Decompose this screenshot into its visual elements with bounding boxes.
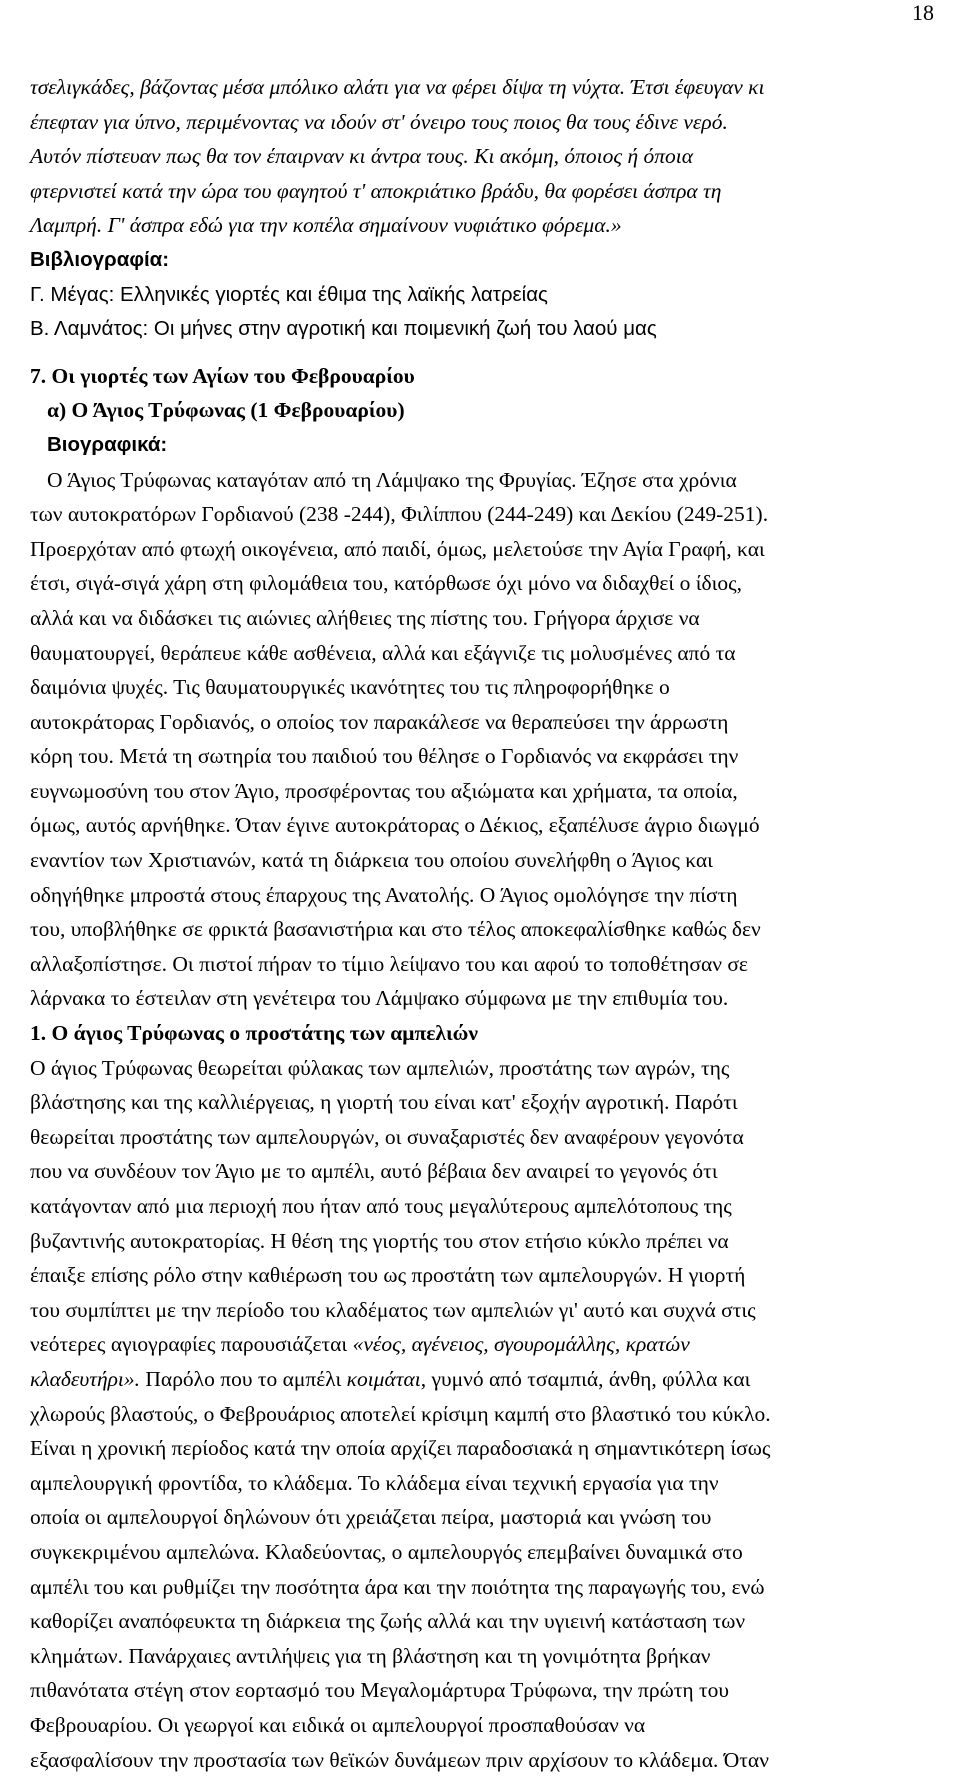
text-line: έπαιξε επίσης ρόλο στην καθιέρωση του ως προστάτη των αμπελουργών. Η γιορτή	[30, 1258, 928, 1293]
text-line: θαυματουργεί, θεράπευε κάθε ασθένεια, αλλά και εξάγνιζε τις μολυσμένες από τα	[30, 636, 928, 671]
text-line: Ο άγιος Τρύφωνας θεωρείται φύλακας των αμπελιών, προστάτης των αγρών, της	[30, 1051, 928, 1086]
text-line: κατάγονταν από μια περιοχή που ήταν από τους μεγαλύτερους αμπελότοπους της	[30, 1189, 928, 1224]
text-line: φτερνιστεί κατά την ώρα του φαγητού τ' αποκριάτικο βράδυ, θα φορέσει άσπρα τη	[30, 174, 928, 209]
text-line: του συμπίπτει με την περίοδο του κλαδέματος των αμπελιών γι' αυτό και συχνά στις	[30, 1293, 928, 1328]
intro-paragraph	[30, 70, 928, 243]
subsection-vineyards	[30, 1016, 928, 1777]
text-line: έτσι, σιγά-σιγά χάρη στη φιλομάθεια του, κατόρθωσε όχι μόνο να διδαχθεί ο ίδιος,	[30, 566, 928, 601]
text-line: οποία οι αμπελουργοί δηλώνουν ότι χρειάζεται πείρα, μαστοριά και γνώση του	[30, 1500, 928, 1535]
text-line: βλάστησης και της καλλιέργειας, η γιορτή του είναι κατ' εξοχήν αγροτική. Παρότι	[30, 1085, 928, 1120]
bibliography-item: Γ. Μέγας: Ελληνικές γιορτές και έθιμα της λαϊκής λατρείας	[30, 278, 928, 313]
text-line: αμπελουργική φροντίδα, το κλάδεμα. Το κλάδεμα είναι τεχνική εργασία για την	[30, 1466, 928, 1501]
text-line: Είναι η χρονική περίοδος κατά την οποία αρχίζει παραδοσιακά η σημαντικότερη ίσως	[30, 1431, 928, 1466]
text-line: βυζαντινής αυτοκρατορίας. Η θέση της γιορτής του στον ετήσιο κύκλο πρέπει να	[30, 1224, 928, 1259]
text-run: , γυμνό από τσαμπιά, άνθη, φύλλα και	[421, 1367, 751, 1391]
quote-italic: κλαδευτήρι».	[30, 1367, 140, 1391]
bibliography-heading: Βιβλιογραφία:	[30, 243, 928, 278]
text-line: έπεφταν για ύπνο, περιμένοντας να ιδούν στ' όνειρο τους ποιος θα τους έδινε νερό.	[30, 105, 928, 140]
text-line: αλλαξοπίστησε. Οι πιστοί πήραν το τίμιο λείψανο του και αφού το τοποθέτησαν σε	[30, 947, 928, 982]
text-line: χλωρούς βλαστούς, ο Φεβρουάριος αποτελεί κρίσιμη καμπή στο βλαστικό του κύκλο.	[30, 1397, 928, 1432]
text-line: Φεβρουαρίου. Οι γεωργοί και ειδικά οι αμπελουργοί προσπαθούσαν να	[30, 1708, 928, 1743]
section-subtitle: α) Ο Άγιος Τρύφωνας (1 Φεβρουαρίου)	[30, 393, 928, 428]
text-line: συγκεκριμένου αμπελώνα. Κλαδεύοντας, ο αμπελουργός επεμβαίνει δυναμικά στο	[30, 1535, 928, 1570]
page-number: 18	[912, 0, 934, 26]
vineyard-paragraph	[30, 1051, 928, 1777]
text-line: πιθανότατα στέγη στον εορτασμό του Μεγαλομάρτυρα Τρύφωνα, την πρώτη του	[30, 1673, 928, 1708]
text-line: εξασφαλίσουν την προστασία των θεϊκών δυνάμεων πριν αρχίσουν το κλάδεμα. Όταν	[30, 1743, 928, 1777]
text-line: Αυτόν πίστευαν πως θα τον έπαιρναν κι άντρα τους. Κι ακόμη, όποιος ή όποια	[30, 139, 928, 174]
spacer	[30, 347, 928, 359]
text-run: Παρόλο που το αμπέλι	[140, 1367, 347, 1391]
text-line: αλλά και να διδάσκει τις αιώνιες αλήθειες της πίστης του. Γρήγορα άρχισε να	[30, 601, 928, 636]
text-line-mixed	[30, 1362, 928, 1397]
document-body	[30, 70, 928, 1777]
bibliography-item: Β. Λαμνάτος: Οι μήνες στην αγροτική και ποιμενική ζωή του λαού μας	[30, 312, 928, 347]
quote-italic: «νέος, αγένειος, σγουρομάλλης, κρατών	[353, 1332, 690, 1356]
text-line: όμως, αυτός αρνήθηκε. Όταν έγινε αυτοκράτορας ο Δέκιος, εξαπέλυσε άγριο διωγμό	[30, 808, 928, 843]
emphasis-italic: κοιμάται	[347, 1367, 421, 1391]
bio-paragraph	[30, 463, 928, 1017]
text-line: που να συνδέουν τον Άγιο με το αμπέλι, αυτό βέβαια δεν αναιρεί το γεγονός ότι	[30, 1154, 928, 1189]
text-line: ευγνωμοσύνη του στον Άγιο, προσφέροντας του αξιώματα και χρήματα, τα οποία,	[30, 774, 928, 809]
text-line: Ο Άγιος Τρύφωνας καταγόταν από τη Λάμψακο της Φρυγίας. Έζησε στα χρόνια	[30, 463, 928, 498]
text-line: καθορίζει αναπόφευκτα τη διάρκεια της ζωής αλλά και την υγιεινή κατάσταση των	[30, 1604, 928, 1639]
text-line-mixed	[30, 1327, 928, 1362]
text-line: των αυτοκρατόρων Γορδιανού (238 -244), Φιλίππου (244-249) και Δεκίου (249-251).	[30, 497, 928, 532]
text-line: οδηγήθηκε μπροστά στους έπαρχους της Ανατολής. Ο Άγιος ομολόγησε την πίστη	[30, 878, 928, 913]
text-line: τσελιγκάδες, βάζοντας μέσα μπόλικο αλάτι για να φέρει δίψα τη νύχτα. Έτσι έφευγαν κι	[30, 70, 928, 105]
text-line: δαιμόνια ψυχές. Τις θαυματουργικές ικανότητες του τις πληροφορήθηκε ο	[30, 670, 928, 705]
text-line: λάρνακα το έστειλαν στη γενέτειρα του Λάμψακο σύμφωνα με την επιθυμία του.	[30, 981, 928, 1016]
section-saints	[30, 359, 928, 1016]
text-line: του, υποβλήθηκε σε φρικτά βασανιστήρια και στο τέλος αποκεφαλίσθηκε καθώς δεν	[30, 912, 928, 947]
text-line: εναντίον των Χριστιανών, κατά τη διάρκεια του οποίου συνελήφθη ο Άγιος και	[30, 843, 928, 878]
text-line: Λαμπρή. Γ' άσπρα εδώ για την κοπέλα σημαίνουν νυφιάτικο φόρεμα.»	[30, 208, 928, 243]
text-line: αυτοκράτορας Γορδιανός, ο οποίος τον παρακάλεσε να θεραπεύσει την άρρωστη	[30, 705, 928, 740]
text-line: Προερχόταν από φτωχή οικογένεια, από παιδί, όμως, μελετούσε την Αγία Γραφή, και	[30, 532, 928, 567]
section-title: 7. Οι γιορτές των Αγίων του Φεβρουαρίου	[30, 359, 928, 394]
text-line: κλημάτων. Πανάρχαιες αντιλήψεις για τη βλάστηση και τη γονιμότητα βρήκαν	[30, 1639, 928, 1674]
bio-heading: Βιογραφικά:	[30, 428, 928, 463]
text-line: θεωρείται προστάτης των αμπελουργών, οι συναξαριστές δεν αναφέρουν γεγονότα	[30, 1120, 928, 1155]
text-run: νεότερες αγιογραφίες παρουσιάζεται	[30, 1332, 353, 1356]
text-line: κόρη του. Μετά τη σωτηρία του παιδιού του θέλησε ο Γορδιανός να εκφράσει την	[30, 739, 928, 774]
bibliography	[30, 243, 928, 347]
subsection-title: 1. Ο άγιος Τρύφωνας ο προστάτης των αμπελιών	[30, 1016, 928, 1051]
text-line: αμπέλι του και ρυθμίζει την ποσότητα άρα και την ποιότητα της παραγωγής του, ενώ	[30, 1570, 928, 1605]
